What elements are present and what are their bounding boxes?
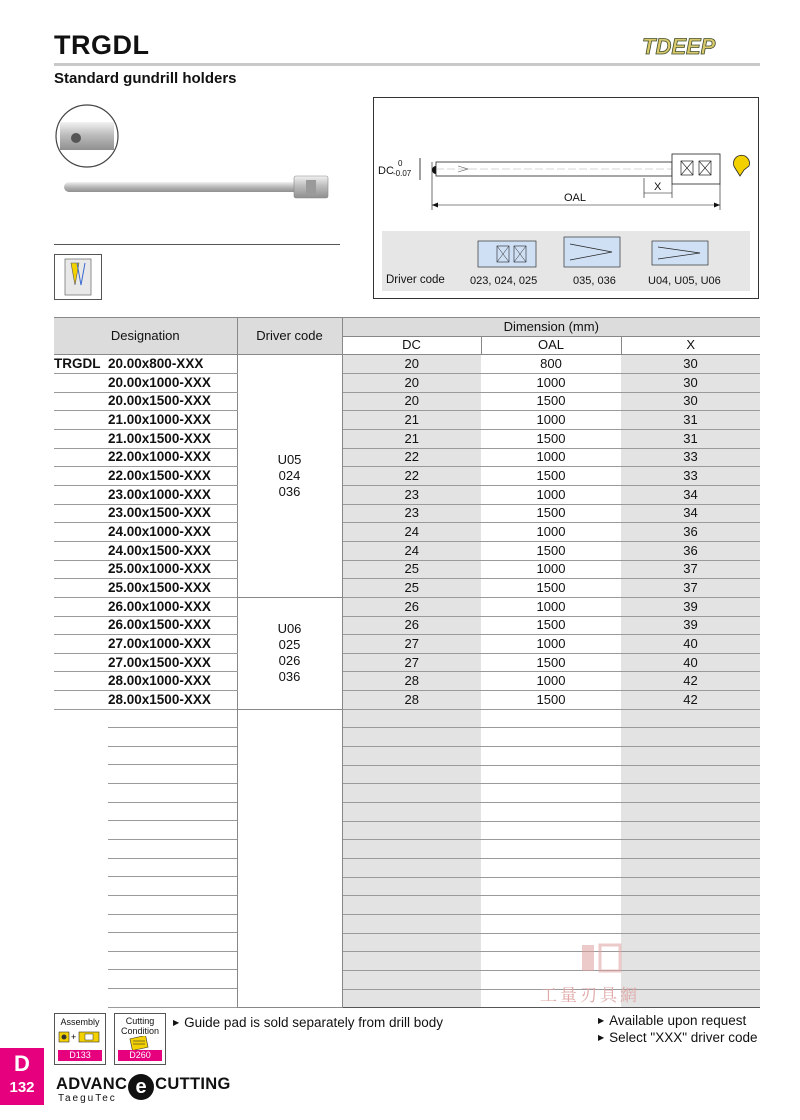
oal-cell: 1000	[481, 597, 621, 616]
designation-cell	[54, 485, 237, 504]
designation-cell	[54, 691, 237, 710]
dc-tol-upper: 0	[398, 159, 403, 168]
designation-cell	[54, 597, 237, 616]
table-row	[54, 560, 760, 579]
blank-dimension-cell	[342, 896, 481, 915]
dc-cell: 21	[342, 429, 481, 448]
x-cell: 30	[621, 392, 760, 411]
blank-dimension-cell	[342, 840, 481, 859]
blank-designation-cell	[54, 896, 237, 915]
blank-dimension-cell	[481, 803, 621, 822]
x-cell: 33	[621, 448, 760, 467]
designation-cell	[54, 523, 237, 542]
designation-header: Designation	[54, 318, 237, 355]
blank-dimension-cell	[342, 989, 481, 1008]
brand-part-a: ADVANC	[56, 1075, 128, 1093]
designation-code: 20.00x1000-XXX	[108, 374, 211, 390]
dc-tol-lower: -0.07	[393, 169, 412, 178]
oal-label: OAL	[564, 192, 587, 204]
blank-row	[54, 728, 760, 747]
x-label: X	[654, 181, 662, 193]
x-cell: 37	[621, 579, 760, 598]
assembly-ref: D133	[58, 1050, 102, 1061]
technical-diagram	[373, 97, 759, 299]
dimension-drawing	[374, 98, 760, 228]
oal-cell: 1500	[481, 504, 621, 523]
blank-dimension-cell	[621, 728, 760, 747]
driver-code-value: 036	[278, 484, 301, 500]
designation-code: 26.00x1500-XXX	[108, 617, 211, 633]
cutting-icon	[115, 1036, 165, 1050]
table-row	[54, 448, 760, 467]
blank-designation-cell	[54, 859, 237, 878]
designation-prefix: TRGDL	[54, 356, 101, 372]
dc-cell: 22	[342, 467, 481, 486]
blank-dimension-cell	[342, 877, 481, 896]
drill-section-icon	[54, 254, 102, 300]
oal-cell: 1500	[481, 616, 621, 635]
logo-text: TDEEP	[642, 34, 716, 59]
dc-cell: 23	[342, 485, 481, 504]
table-row	[54, 635, 760, 654]
blank-dimension-cell	[342, 747, 481, 766]
oal-cell: 1500	[481, 467, 621, 486]
available-note	[598, 1013, 746, 1028]
cutting-condition-badge[interactable]	[114, 1013, 166, 1065]
x-cell: 39	[621, 616, 760, 635]
page-number: 132	[9, 1079, 35, 1096]
x-cell: 36	[621, 523, 760, 542]
blank-designation-cell	[54, 915, 237, 934]
assembly-title: Assembly	[60, 1017, 100, 1027]
designation-code: 20.00x1500-XXX	[108, 393, 211, 409]
designation-code: 22.00x1000-XXX	[108, 449, 211, 465]
oal-cell: 1000	[481, 448, 621, 467]
designation-cell	[54, 392, 237, 411]
designation-code: 26.00x1000-XXX	[108, 598, 211, 614]
dc-cell: 27	[342, 635, 481, 654]
dc-cell: 25	[342, 560, 481, 579]
driver-code-value: 025	[278, 637, 301, 653]
blank-dimension-cell	[481, 747, 621, 766]
designation-code: 21.00x1500-XXX	[108, 430, 211, 446]
designation-cell	[54, 541, 237, 560]
spec-table-body	[54, 355, 760, 1008]
designation-cell	[54, 653, 237, 672]
driver-code-value: 026	[278, 653, 301, 669]
guide-pad-note	[173, 1015, 443, 1030]
designation-code: 28.00x1500-XXX	[108, 691, 211, 707]
blank-designation-cell	[54, 765, 237, 784]
brand-e-icon: e	[128, 1074, 154, 1100]
blank-dimension-cell	[621, 765, 760, 784]
x-cell: 37	[621, 560, 760, 579]
blank-designation-cell	[54, 970, 237, 989]
page-subtitle: Standard gundrill holders	[54, 70, 237, 87]
blank-dimension-cell	[342, 765, 481, 784]
x-cell: 30	[621, 355, 760, 374]
table-row	[54, 467, 760, 486]
blank-dimension-cell	[481, 709, 621, 728]
bullet-triangle-icon: ▶	[173, 1018, 180, 1027]
x-cell: 39	[621, 597, 760, 616]
designation-code: 21.00x1000-XXX	[108, 412, 211, 428]
title-rule	[54, 63, 760, 66]
select-note	[598, 1030, 758, 1045]
x-cell: 30	[621, 373, 760, 392]
x-cell: 31	[621, 411, 760, 430]
dc-cell: 26	[342, 616, 481, 635]
guide-pad-note-text: Guide pad is sold separately from drill body	[184, 1015, 444, 1030]
designation-cell	[54, 373, 237, 392]
blank-dimension-cell	[481, 840, 621, 859]
oal-cell: 1000	[481, 672, 621, 691]
blank-designation-cell	[54, 952, 237, 971]
blank-row	[54, 784, 760, 803]
dc-header: DC	[342, 336, 481, 355]
designation-cell	[54, 467, 237, 486]
blank-dimension-cell	[621, 784, 760, 803]
designation-cell	[54, 504, 237, 523]
table-row	[54, 579, 760, 598]
blank-row	[54, 896, 760, 915]
table-row	[54, 616, 760, 635]
brand-part-b: CUTTING	[155, 1075, 231, 1093]
x-cell: 36	[621, 541, 760, 560]
oal-cell: 1500	[481, 579, 621, 598]
designation-cell	[54, 448, 237, 467]
dc-cell: 20	[342, 355, 481, 374]
blank-driver-cell	[237, 709, 342, 1008]
driver-code-label: Driver code	[386, 274, 445, 286]
select-note-text: Select "XXX" driver code	[609, 1030, 758, 1045]
blank-designation-cell	[54, 709, 237, 728]
blank-dimension-cell	[342, 728, 481, 747]
table-row	[54, 653, 760, 672]
designation-cell	[54, 411, 237, 430]
blank-dimension-cell	[342, 915, 481, 934]
assembly-badge[interactable]	[54, 1013, 106, 1065]
oal-cell: 1000	[481, 411, 621, 430]
x-cell: 31	[621, 429, 760, 448]
blank-dimension-cell	[342, 821, 481, 840]
dc-cell: 25	[342, 579, 481, 598]
x-cell: 42	[621, 691, 760, 710]
blank-dimension-cell	[481, 915, 621, 934]
designation-cell	[54, 355, 237, 374]
dc-cell: 23	[342, 504, 481, 523]
designation-code: 24.00x1500-XXX	[108, 542, 211, 558]
driver-code-value: U05	[277, 452, 302, 468]
designation-cell	[54, 635, 237, 654]
oal-cell: 1500	[481, 541, 621, 560]
blank-dimension-cell	[481, 821, 621, 840]
dc-cell: 22	[342, 448, 481, 467]
blank-row	[54, 859, 760, 878]
blank-dimension-cell	[621, 709, 760, 728]
designation-code: 22.00x1500-XXX	[108, 468, 211, 484]
blank-dimension-cell	[621, 877, 760, 896]
dc-cell: 24	[342, 523, 481, 542]
blank-row	[54, 877, 760, 896]
oal-cell: 1000	[481, 560, 621, 579]
table-row	[54, 411, 760, 430]
blank-designation-cell	[54, 821, 237, 840]
dc-cell: 27	[342, 653, 481, 672]
blank-dimension-cell	[621, 747, 760, 766]
page-title: TRGDL	[54, 30, 150, 60]
designation-cell	[54, 429, 237, 448]
blank-dimension-cell	[342, 709, 481, 728]
oal-cell: 800	[481, 355, 621, 374]
blank-row	[54, 821, 760, 840]
oal-cell: 1000	[481, 485, 621, 504]
blank-row	[54, 709, 760, 728]
blank-row	[54, 747, 760, 766]
blank-designation-cell	[54, 728, 237, 747]
x-cell: 33	[621, 467, 760, 486]
bullet-triangle-icon: ▶	[598, 1033, 605, 1042]
blank-designation-cell	[54, 989, 237, 1008]
spec-table	[54, 317, 760, 1008]
dc-cell: 20	[342, 373, 481, 392]
svg-text:+: +	[71, 1032, 77, 1042]
designation-code: 20.00x800-XXX	[108, 356, 204, 372]
blank-dimension-cell	[481, 896, 621, 915]
blank-dimension-cell	[621, 803, 760, 822]
blank-dimension-cell	[481, 784, 621, 803]
assembly-icon	[55, 1029, 105, 1045]
table-row	[54, 392, 760, 411]
table-row	[54, 504, 760, 523]
oal-cell: 1500	[481, 691, 621, 710]
blank-dimension-cell	[342, 859, 481, 878]
blank-dimension-cell	[621, 840, 760, 859]
designation-cell	[54, 672, 237, 691]
blank-row	[54, 840, 760, 859]
table-row	[54, 485, 760, 504]
driver-type-1: 023, 024, 025	[470, 275, 538, 287]
blank-designation-cell	[54, 784, 237, 803]
blank-dimension-cell	[621, 821, 760, 840]
table-row	[54, 597, 760, 616]
blank-dimension-cell	[342, 933, 481, 952]
blank-dimension-cell	[621, 915, 760, 934]
blank-dimension-cell	[342, 970, 481, 989]
available-note-text: Available upon request	[609, 1013, 747, 1028]
designation-code: 27.00x1500-XXX	[108, 654, 211, 670]
blank-dimension-cell	[621, 896, 760, 915]
blank-dimension-cell	[481, 765, 621, 784]
blank-dimension-cell	[342, 784, 481, 803]
driver-type-2: 035, 036	[573, 275, 616, 287]
blank-row	[54, 803, 760, 822]
watermark-text: 工量刃具網	[540, 986, 640, 1005]
blank-dimension-cell	[342, 952, 481, 971]
oal-cell: 1000	[481, 635, 621, 654]
brand-subtitle: TaeguTec	[58, 1093, 117, 1104]
blank-row	[54, 915, 760, 934]
driver-code-value: 036	[278, 669, 301, 685]
product-photo	[54, 104, 344, 244]
blank-designation-cell	[54, 840, 237, 859]
oal-header: OAL	[481, 336, 621, 355]
x-cell: 34	[621, 485, 760, 504]
cutting-ref: D260	[118, 1050, 162, 1061]
blank-row	[54, 765, 760, 784]
driver-type-3: U04, U05, U06	[648, 275, 721, 287]
table-row	[54, 691, 760, 710]
table-row	[54, 373, 760, 392]
x-header: X	[621, 336, 760, 355]
cutting-title: Cutting Condition	[120, 1016, 160, 1036]
table-row	[54, 355, 760, 374]
photo-divider	[54, 244, 340, 245]
dc-cell: 21	[342, 411, 481, 430]
dimension-header: Dimension (mm)	[342, 318, 760, 337]
x-cell: 40	[621, 653, 760, 672]
dc-cell: 26	[342, 597, 481, 616]
designation-code: 25.00x1000-XXX	[108, 561, 211, 577]
blank-dimension-cell	[481, 728, 621, 747]
designation-code: 27.00x1000-XXX	[108, 635, 211, 651]
designation-code: 25.00x1500-XXX	[108, 580, 211, 596]
designation-cell	[54, 616, 237, 635]
driver-code-cell	[237, 355, 342, 598]
designation-cell	[54, 560, 237, 579]
dc-cell: 28	[342, 672, 481, 691]
designation-cell	[54, 579, 237, 598]
oal-cell: 1000	[481, 523, 621, 542]
oal-cell: 1500	[481, 653, 621, 672]
blank-designation-cell	[54, 803, 237, 822]
driver-code-value: U06	[277, 621, 302, 637]
blank-designation-cell	[54, 877, 237, 896]
blank-dimension-cell	[481, 877, 621, 896]
x-cell: 40	[621, 635, 760, 654]
oal-cell: 1000	[481, 373, 621, 392]
blank-dimension-cell	[481, 859, 621, 878]
designation-code: 28.00x1000-XXX	[108, 673, 211, 689]
oal-cell: 1500	[481, 392, 621, 411]
driver-code-header: Driver code	[237, 318, 342, 355]
table-row	[54, 523, 760, 542]
dc-label: DC	[378, 165, 394, 177]
designation-code: 23.00x1000-XXX	[108, 486, 211, 502]
x-cell: 34	[621, 504, 760, 523]
dc-cell: 24	[342, 541, 481, 560]
section-tab	[0, 1048, 44, 1105]
designation-code: 23.00x1500-XXX	[108, 505, 211, 521]
blank-dimension-cell	[621, 859, 760, 878]
blank-designation-cell	[54, 747, 237, 766]
section-letter: D	[14, 1051, 30, 1076]
designation-code: 24.00x1000-XXX	[108, 524, 211, 540]
oal-cell: 1500	[481, 429, 621, 448]
dc-cell: 28	[342, 691, 481, 710]
dc-cell: 20	[342, 392, 481, 411]
table-row	[54, 672, 760, 691]
blank-dimension-cell	[342, 803, 481, 822]
blank-designation-cell	[54, 933, 237, 952]
table-row	[54, 541, 760, 560]
driver-code-value: 024	[278, 468, 301, 484]
driver-code-cell	[237, 597, 342, 709]
tdeep-logo	[638, 32, 762, 60]
x-cell: 42	[621, 672, 760, 691]
table-row	[54, 429, 760, 448]
bullet-triangle-icon: ▶	[598, 1016, 605, 1025]
